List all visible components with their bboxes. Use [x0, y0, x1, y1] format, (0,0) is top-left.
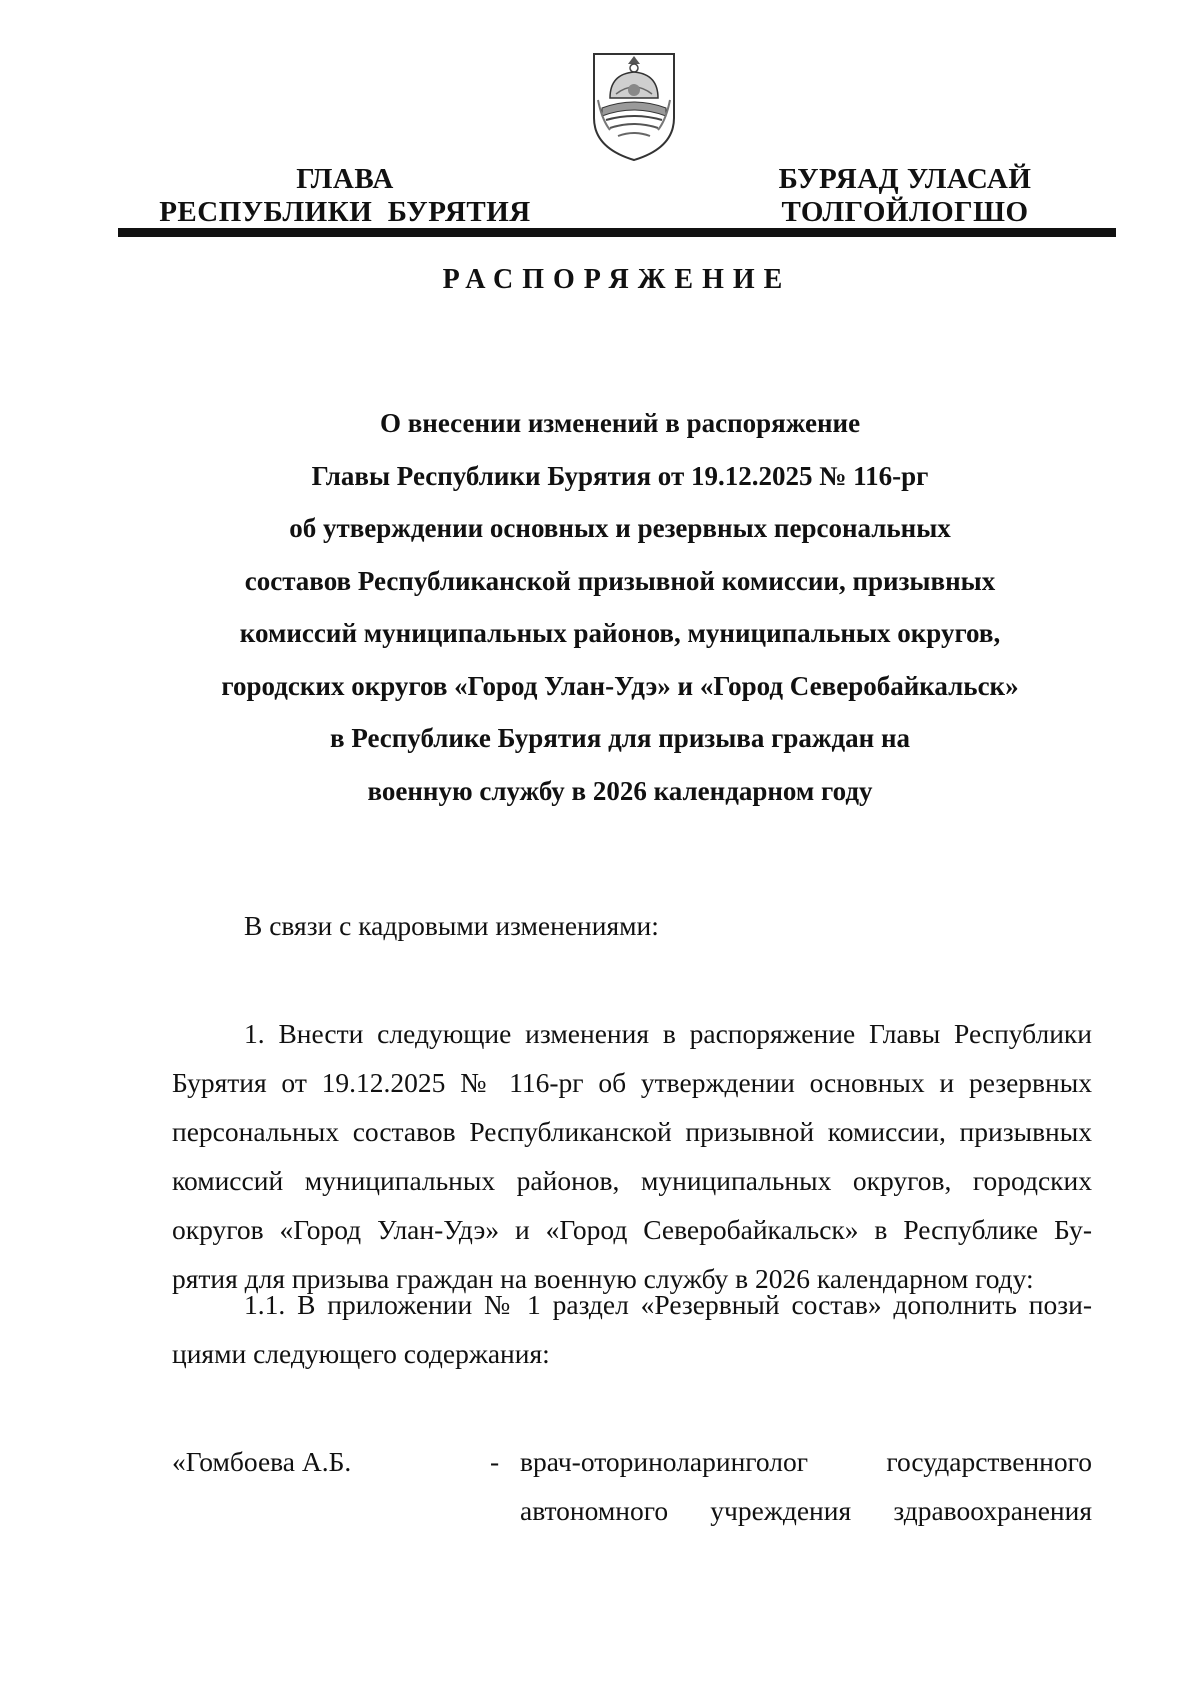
entry-person-name: «Гомбоева А.Б.: [172, 1446, 352, 1477]
header-right: [750, 163, 1060, 229]
entry-description-line: врач-оториноларинголог государственного: [520, 1446, 1092, 1477]
entry-dash: -: [490, 1446, 500, 1477]
title-line: составов Республиканской призывной комиссии, призывных: [244, 565, 996, 596]
paragraph-line: рятия для призыва граждан на военную службу в 2026 календарном году:: [172, 1263, 1034, 1294]
header-divider: [118, 228, 1116, 237]
intro-paragraph: [172, 901, 1092, 950]
paragraph-line: комиссий муниципальных районов, муниципальных округов, городских: [172, 1165, 1092, 1196]
header-right-line1: БУРЯАД УЛАСАЙ: [778, 163, 1032, 195]
title-line: городских округов «Город Улан-Удэ» и «Город Северобайкальск»: [221, 670, 1019, 701]
paragraph-line: циями следующего содержания:: [172, 1338, 550, 1369]
title-line: О внесении изменений в распоряжение: [379, 408, 861, 438]
document-type: РАСПОРЯЖЕНИЕ: [442, 264, 792, 295]
header-left: [155, 163, 535, 229]
subparagraph-1-1: [172, 1280, 1092, 1378]
entry-description-line: автономного учреждения здравоохранения: [520, 1495, 1092, 1526]
entry-description: [520, 1437, 1092, 1535]
title-line: военную службу в 2026 календарном году: [367, 775, 873, 806]
header-left-line1: ГЛАВА: [296, 163, 394, 195]
paragraph-1: [172, 1009, 1092, 1303]
paragraph-line: персональных составов Республиканской призывной комиссии, призывных: [172, 1116, 1092, 1147]
coat-of-arms-icon: [588, 50, 680, 162]
title-line: Главы Республики Бурятия от 19.12.2025 № 116-рг: [311, 460, 929, 491]
document-title: [140, 397, 1100, 817]
title-line: в Республике Бурятия для призыва граждан на: [329, 723, 911, 753]
header-right-line2: ТОЛГОЙЛОГШО: [781, 196, 1029, 228]
title-line: комиссий муниципальных районов, муниципальных округов,: [239, 618, 1001, 648]
intro-text: В связи с кадровыми изменениями:: [244, 910, 659, 941]
title-line: об утверждении основных и резервных персональных: [289, 513, 951, 543]
paragraph-line: 1.1. В приложении № 1 раздел «Резервный состав» дополнить пози-: [244, 1289, 1092, 1320]
header-left-line2: РЕСПУБЛИКИ БУРЯТИЯ: [159, 196, 531, 228]
paragraph-line: 1. Внести следующие изменения в распоряжение Главы Республики: [244, 1018, 1092, 1049]
paragraph-line: округов «Город Улан-Удэ» и «Город Северобайкальск» в Республике Бу-: [172, 1214, 1092, 1245]
paragraph-line: Бурятия от 19.12.2025 № 116-рг об утверждении основных и резервных: [172, 1067, 1092, 1098]
